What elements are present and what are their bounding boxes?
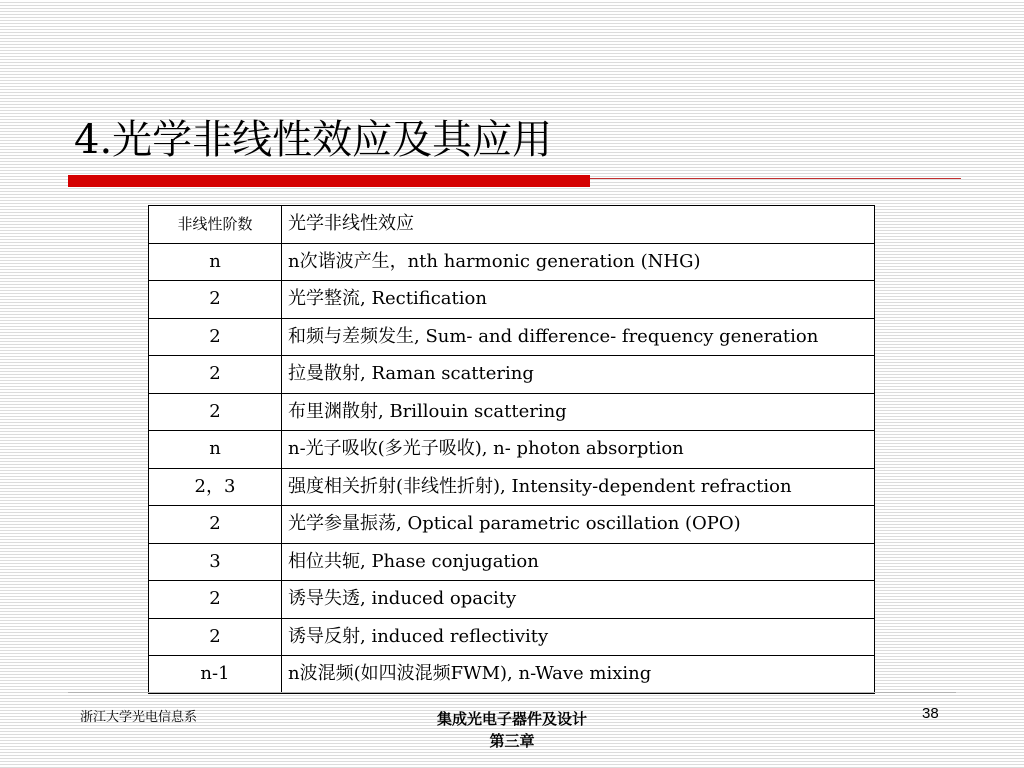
title-underline-thin [590, 178, 961, 179]
footer-course-block [362, 708, 662, 752]
order-cell: 3 [149, 543, 282, 581]
order-cell: 2 [149, 356, 282, 394]
order-cell: 2 [149, 281, 282, 319]
effect-cell: 光学参量振荡, Optical parametric oscillation (OPO) [282, 506, 875, 544]
order-cell: 2 [149, 581, 282, 619]
effect-cell: 布里渊散射, Brillouin scattering [282, 393, 875, 431]
table-row [149, 243, 875, 281]
effect-cell: n次谐波产生，nth harmonic generation (NHG) [282, 243, 875, 281]
footer-course-title: 集成光电子器件及设计 [436, 710, 587, 728]
table-row [149, 431, 875, 469]
table-row [149, 393, 875, 431]
footer-chapter: 第三章 [489, 732, 535, 750]
order-cell: 2 [149, 506, 282, 544]
table-row [149, 281, 875, 319]
table-row [149, 318, 875, 356]
footer-divider [68, 692, 956, 693]
effect-cell: 拉曼散射, Raman scattering [282, 356, 875, 394]
effect-cell: n-光子吸收(多光子吸收), n- photon absorption [282, 431, 875, 469]
table-row [149, 468, 875, 506]
table-row [149, 581, 875, 619]
effect-cell: 诱导反射, induced reflectivity [282, 618, 875, 656]
table-row [149, 618, 875, 656]
slide-title: 4.光学非线性效应及其应用 [74, 117, 553, 163]
effect-cell: 和频与差频发生, Sum- and difference- frequency generation [282, 318, 875, 356]
order-cell: 2 [149, 618, 282, 656]
header-order-cell: 非线性阶数 [149, 206, 282, 244]
effect-cell: n波混频(如四波混频FWM), n-Wave mixing [282, 656, 875, 694]
nonlinear-effects-table [148, 205, 875, 694]
effects-table-container [148, 205, 875, 694]
table-row [149, 356, 875, 394]
table-row [149, 506, 875, 544]
effect-cell: 诱导失透, induced opacity [282, 581, 875, 619]
header-effect-cell: 光学非线性效应 [282, 206, 875, 244]
table-row [149, 543, 875, 581]
order-cell: n-1 [149, 656, 282, 694]
title-underline-bar [68, 173, 961, 187]
effect-cell: 光学整流, Rectification [282, 281, 875, 319]
title-underline-red [68, 175, 590, 187]
table-row [149, 656, 875, 694]
effect-cell: 强度相关折射(非线性折射), Intensity-dependent refraction [282, 468, 875, 506]
order-cell: n [149, 243, 282, 281]
footer-institution: 浙江大学光电信息系 [80, 710, 198, 725]
order-cell: 2 [149, 393, 282, 431]
order-cell: 2，3 [149, 468, 282, 506]
table-header-row [149, 206, 875, 244]
order-cell: n [149, 431, 282, 469]
order-cell: 2 [149, 318, 282, 356]
page-number: 38 [922, 705, 939, 722]
effect-cell: 相位共轭, Phase conjugation [282, 543, 875, 581]
